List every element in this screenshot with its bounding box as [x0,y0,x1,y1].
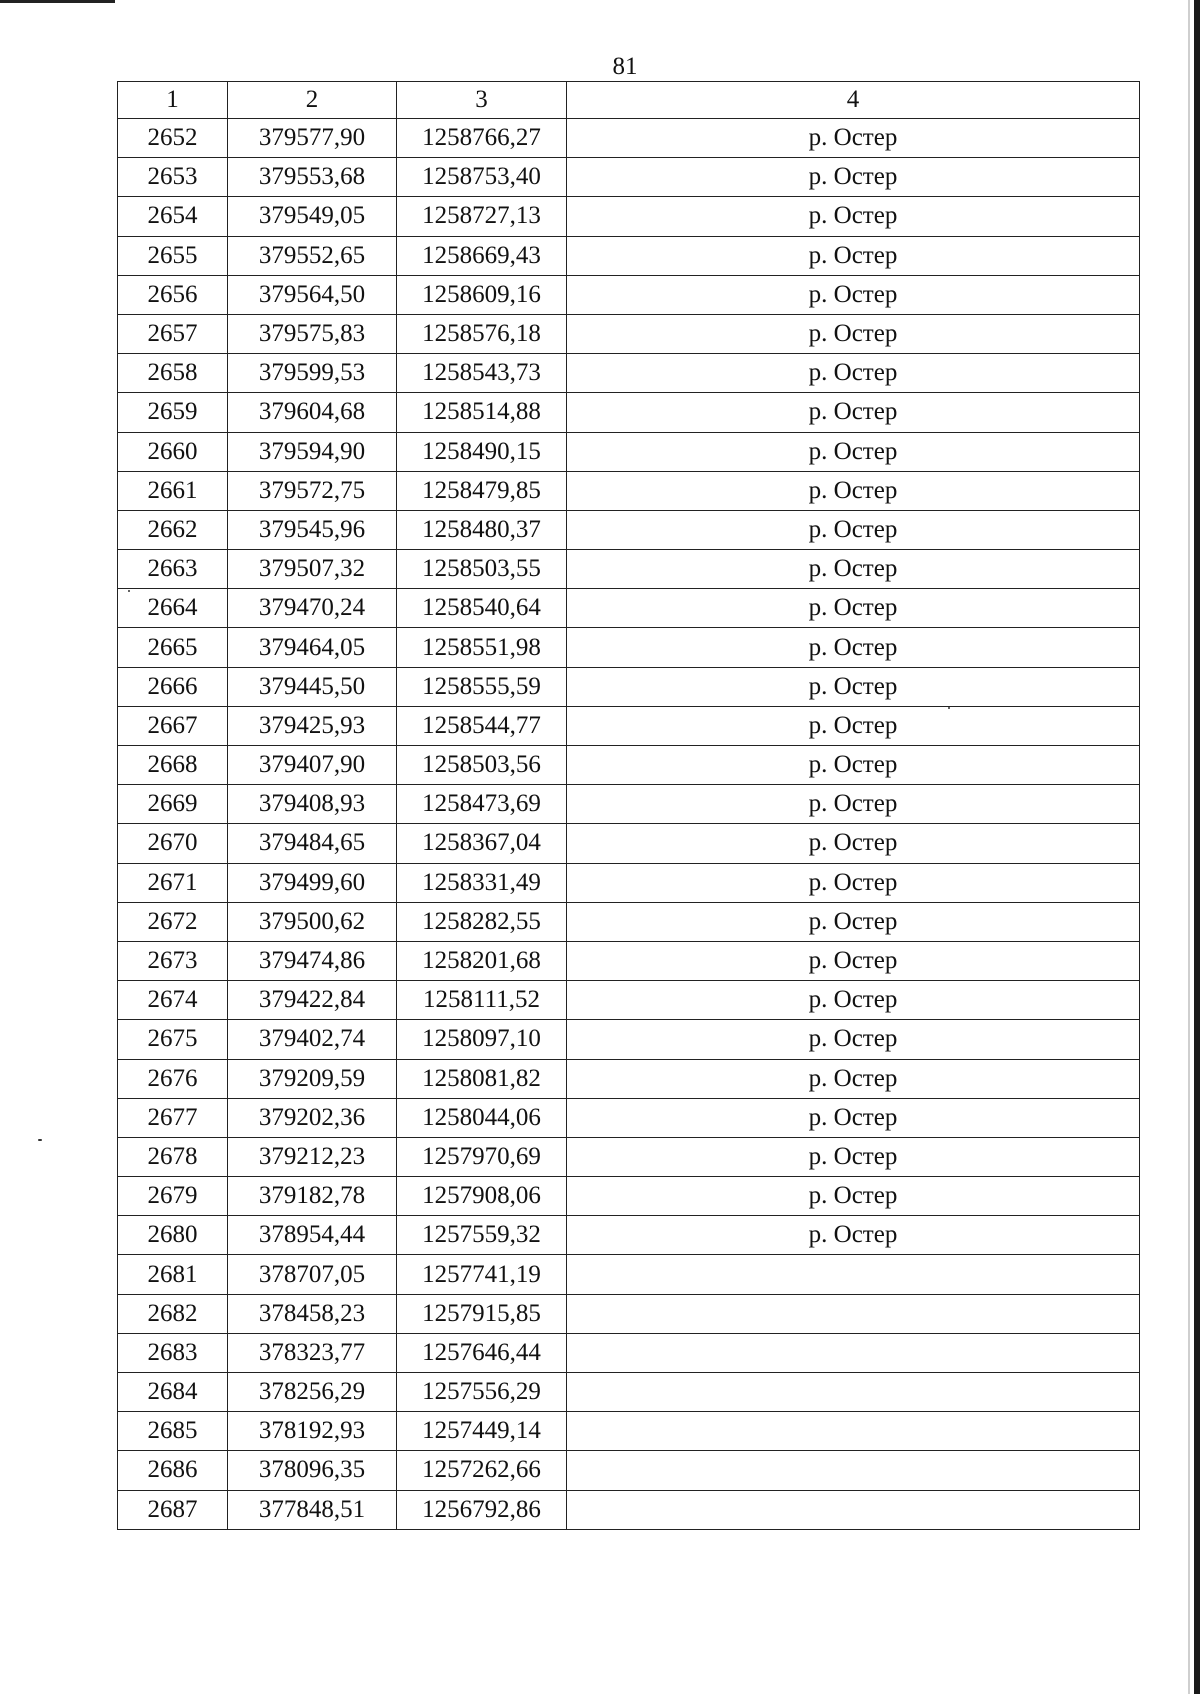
table-row [118,393,1140,432]
description-cell [567,1373,1140,1412]
point-number-cell: 2665 [118,628,228,667]
point-number-cell: 2661 [118,471,228,510]
x-coordinate-cell: 378256,29 [228,1373,397,1412]
y-coordinate-cell: 1258282,55 [397,902,567,941]
point-number-cell: 2668 [118,746,228,785]
point-number-cell: 2687 [118,1490,228,1529]
scan-speck [38,1139,42,1141]
table-row [118,1137,1140,1176]
point-number-cell: 2678 [118,1137,228,1176]
y-coordinate-cell: 1258543,73 [397,354,567,393]
point-number-cell: 2655 [118,236,228,275]
y-coordinate-cell: 1258551,98 [397,628,567,667]
description-cell: р. Остер [567,550,1140,589]
description-cell: р. Остер [567,158,1140,197]
point-number-cell: 2674 [118,981,228,1020]
x-coordinate-cell: 379464,05 [228,628,397,667]
y-coordinate-cell: 1258473,69 [397,785,567,824]
description-cell [567,1412,1140,1451]
y-coordinate-cell: 1258555,59 [397,667,567,706]
table-row [118,314,1140,353]
table-row [118,1020,1140,1059]
description-cell: р. Остер [567,471,1140,510]
y-coordinate-cell: 1258201,68 [397,941,567,980]
table-row [118,236,1140,275]
table-row [118,824,1140,863]
point-number-cell: 2681 [118,1255,228,1294]
description-cell: р. Остер [567,510,1140,549]
table-row [118,432,1140,471]
y-coordinate-cell: 1257646,44 [397,1333,567,1372]
table-row [118,902,1140,941]
table-row [118,471,1140,510]
point-number-cell: 2675 [118,1020,228,1059]
table-row [118,1333,1140,1372]
table-row [118,589,1140,628]
table-row [118,1098,1140,1137]
description-cell: р. Остер [567,275,1140,314]
point-number-cell: 2679 [118,1177,228,1216]
table-row [118,1451,1140,1490]
y-coordinate-cell: 1258540,64 [397,589,567,628]
x-coordinate-cell: 378323,77 [228,1333,397,1372]
description-cell [567,1333,1140,1372]
table-row [118,863,1140,902]
description-cell: р. Остер [567,432,1140,471]
y-coordinate-cell: 1258609,16 [397,275,567,314]
x-coordinate-cell: 379552,65 [228,236,397,275]
y-coordinate-cell: 1256792,86 [397,1490,567,1529]
x-coordinate-cell: 379182,78 [228,1177,397,1216]
x-coordinate-cell: 379545,96 [228,510,397,549]
description-cell: р. Остер [567,941,1140,980]
x-coordinate-cell: 379572,75 [228,471,397,510]
y-coordinate-cell: 1257970,69 [397,1137,567,1176]
x-coordinate-cell: 379425,93 [228,706,397,745]
description-cell: р. Остер [567,1059,1140,1098]
point-number-cell: 2683 [118,1333,228,1372]
description-cell: р. Остер [567,667,1140,706]
description-cell: р. Остер [567,1137,1140,1176]
y-coordinate-cell: 1257262,66 [397,1451,567,1490]
y-coordinate-cell: 1258669,43 [397,236,567,275]
y-coordinate-cell: 1258753,40 [397,158,567,197]
y-coordinate-cell: 1257559,32 [397,1216,567,1255]
table-row [118,1177,1140,1216]
y-coordinate-cell: 1257449,14 [397,1412,567,1451]
point-number-cell: 2667 [118,706,228,745]
point-number-cell: 2663 [118,550,228,589]
y-coordinate-cell: 1258044,06 [397,1098,567,1137]
description-cell: р. Остер [567,589,1140,628]
description-cell: р. Остер [567,981,1140,1020]
description-cell: р. Остер [567,354,1140,393]
y-coordinate-cell: 1258576,18 [397,314,567,353]
x-coordinate-cell: 379575,83 [228,314,397,353]
y-coordinate-cell: 1258503,56 [397,746,567,785]
y-coordinate-cell: 1257915,85 [397,1294,567,1333]
description-cell: р. Остер [567,236,1140,275]
table-row [118,981,1140,1020]
table-row [118,941,1140,980]
x-coordinate-cell: 379553,68 [228,158,397,197]
x-coordinate-cell: 379474,86 [228,941,397,980]
y-coordinate-cell: 1258331,49 [397,863,567,902]
column-header-x: 2 [228,82,397,119]
x-coordinate-cell: 379507,32 [228,550,397,589]
point-number-cell: 2664 [118,589,228,628]
x-coordinate-cell: 379564,50 [228,275,397,314]
column-header-number: 1 [118,82,228,119]
point-number-cell: 2659 [118,393,228,432]
point-number-cell: 2672 [118,902,228,941]
table-row [118,1373,1140,1412]
description-cell: р. Остер [567,785,1140,824]
description-cell [567,1451,1140,1490]
y-coordinate-cell: 1258480,37 [397,510,567,549]
description-cell: р. Остер [567,746,1140,785]
point-number-cell: 2670 [118,824,228,863]
x-coordinate-cell: 378954,44 [228,1216,397,1255]
description-cell: р. Остер [567,863,1140,902]
point-number-cell: 2657 [118,314,228,353]
point-number-cell: 2653 [118,158,228,197]
coordinates-table [117,81,1140,1530]
table-row [118,1216,1140,1255]
point-number-cell: 2652 [118,119,228,158]
table-row [118,1412,1140,1451]
x-coordinate-cell: 379549,05 [228,197,397,236]
table-row [118,628,1140,667]
table-row [118,158,1140,197]
x-coordinate-cell: 379202,36 [228,1098,397,1137]
point-number-cell: 2685 [118,1412,228,1451]
y-coordinate-cell: 1258367,04 [397,824,567,863]
table-row [118,706,1140,745]
point-number-cell: 2673 [118,941,228,980]
x-coordinate-cell: 379599,53 [228,354,397,393]
x-coordinate-cell: 379499,60 [228,863,397,902]
y-coordinate-cell: 1257556,29 [397,1373,567,1412]
table-row [118,510,1140,549]
table-row [118,785,1140,824]
x-coordinate-cell: 378707,05 [228,1255,397,1294]
y-coordinate-cell: 1258081,82 [397,1059,567,1098]
table-row [118,746,1140,785]
x-coordinate-cell: 378458,23 [228,1294,397,1333]
scan-right-shadow [1188,0,1190,1694]
point-number-cell: 2660 [118,432,228,471]
x-coordinate-cell: 379402,74 [228,1020,397,1059]
x-coordinate-cell: 378096,35 [228,1451,397,1490]
y-coordinate-cell: 1258544,77 [397,706,567,745]
point-number-cell: 2658 [118,354,228,393]
point-number-cell: 2671 [118,863,228,902]
description-cell: р. Остер [567,119,1140,158]
scan-corner-mark [0,0,115,3]
description-cell: р. Остер [567,314,1140,353]
x-coordinate-cell: 379500,62 [228,902,397,941]
table-row [118,1059,1140,1098]
y-coordinate-cell: 1258503,55 [397,550,567,589]
y-coordinate-cell: 1258479,85 [397,471,567,510]
x-coordinate-cell: 379209,59 [228,1059,397,1098]
table-row [118,1490,1140,1529]
point-number-cell: 2684 [118,1373,228,1412]
scan-right-edge [1194,0,1200,1694]
y-coordinate-cell: 1258514,88 [397,393,567,432]
y-coordinate-cell: 1258097,10 [397,1020,567,1059]
x-coordinate-cell: 379212,23 [228,1137,397,1176]
description-cell: р. Остер [567,1020,1140,1059]
description-cell: р. Остер [567,628,1140,667]
point-number-cell: 2662 [118,510,228,549]
y-coordinate-cell: 1257741,19 [397,1255,567,1294]
description-cell: р. Остер [567,1098,1140,1137]
y-coordinate-cell: 1258727,13 [397,197,567,236]
description-cell: р. Остер [567,706,1140,745]
table-row [118,1255,1140,1294]
column-header-description: 4 [567,82,1140,119]
description-cell: р. Остер [567,197,1140,236]
description-cell: р. Остер [567,393,1140,432]
x-coordinate-cell: 379484,65 [228,824,397,863]
y-coordinate-cell: 1257908,06 [397,1177,567,1216]
point-number-cell: 2686 [118,1451,228,1490]
table-row [118,1294,1140,1333]
table-row [118,275,1140,314]
y-coordinate-cell: 1258111,52 [397,981,567,1020]
description-cell: р. Остер [567,1216,1140,1255]
description-cell [567,1294,1140,1333]
x-coordinate-cell: 379445,50 [228,667,397,706]
table-header-row [118,82,1140,119]
point-number-cell: 2654 [118,197,228,236]
point-number-cell: 2669 [118,785,228,824]
x-coordinate-cell: 379470,24 [228,589,397,628]
point-number-cell: 2680 [118,1216,228,1255]
x-coordinate-cell: 379604,68 [228,393,397,432]
point-number-cell: 2677 [118,1098,228,1137]
column-header-y: 3 [397,82,567,119]
x-coordinate-cell: 379594,90 [228,432,397,471]
description-cell [567,1490,1140,1529]
table-row [118,354,1140,393]
x-coordinate-cell: 377848,51 [228,1490,397,1529]
table-row [118,119,1140,158]
x-coordinate-cell: 379422,84 [228,981,397,1020]
y-coordinate-cell: 1258490,15 [397,432,567,471]
point-number-cell: 2682 [118,1294,228,1333]
table-row [118,197,1140,236]
point-number-cell: 2666 [118,667,228,706]
point-number-cell: 2656 [118,275,228,314]
x-coordinate-cell: 379407,90 [228,746,397,785]
table-row [118,667,1140,706]
description-cell: р. Остер [567,1177,1140,1216]
page-number: 81 [612,53,638,80]
description-cell [567,1255,1140,1294]
x-coordinate-cell: 379408,93 [228,785,397,824]
y-coordinate-cell: 1258766,27 [397,119,567,158]
x-coordinate-cell: 379577,90 [228,119,397,158]
x-coordinate-cell: 378192,93 [228,1412,397,1451]
description-cell: р. Остер [567,824,1140,863]
table-row [118,550,1140,589]
description-cell: р. Остер [567,902,1140,941]
point-number-cell: 2676 [118,1059,228,1098]
